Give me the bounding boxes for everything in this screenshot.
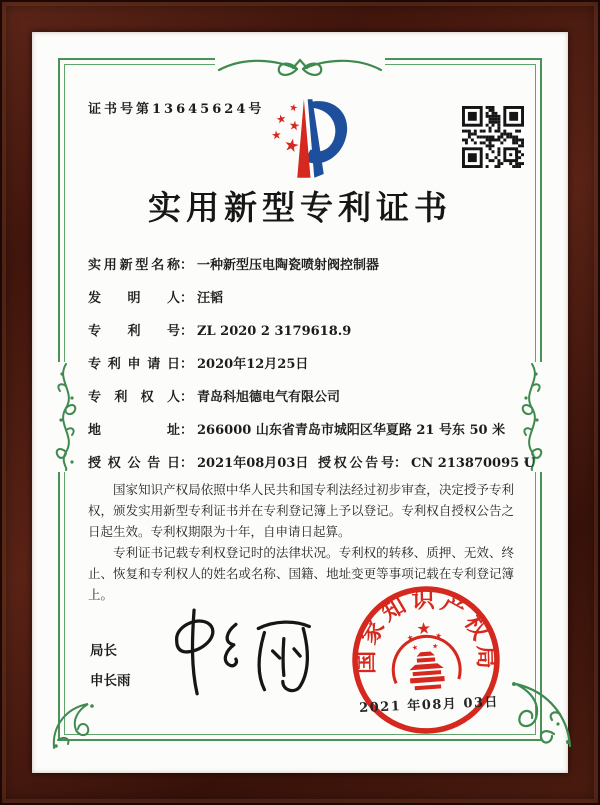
field-label: 专利号 xyxy=(88,324,180,339)
certificate-number: 证书号第13645624号 xyxy=(88,102,265,117)
field-colon: ： xyxy=(394,456,408,471)
field-colon: ： xyxy=(180,291,194,306)
field-label: 实用新型名称 xyxy=(88,258,180,273)
national-ipa-red-seal xyxy=(345,579,507,741)
issue-date-stamp: 2021 年08月 03日 xyxy=(358,694,500,717)
field-label: 专利申请日 xyxy=(88,357,180,372)
field-row-filing-date xyxy=(88,353,518,373)
field-colon: ： xyxy=(180,258,194,273)
officer-title: 局长 xyxy=(90,643,117,659)
qr-code xyxy=(462,106,524,168)
field-row-patent-number xyxy=(88,320,518,340)
field-pair-grant-number xyxy=(318,452,535,471)
field-value: ZL 2020 2 3179618.9 xyxy=(197,324,352,339)
field-row-utility-model-name xyxy=(88,254,518,274)
top-flourish-ornament xyxy=(215,52,385,82)
field-value: CN 213870095 U xyxy=(411,456,536,471)
field-value: 2021年08月03日 xyxy=(197,456,309,471)
officer-block xyxy=(90,636,131,696)
seal-text: 国家知识产权局 xyxy=(352,586,500,675)
logo-red-wedge xyxy=(297,99,310,177)
certificate-title: 实用新型专利证书 xyxy=(148,188,452,227)
field-value: 汪韬 xyxy=(197,291,224,306)
field-label: 地址 xyxy=(88,423,180,438)
field-label: 发明人 xyxy=(88,291,180,306)
legal-paragraph-1: 国家知识产权局依照中华人民共和国专利法经过初步审查，决定授予专利权，颁发实用新型专利证书并在专利登记簿上予以登记。专利权自授权公告之日起生效。专利权期限为十年，自申请日起算。 xyxy=(88,482,514,539)
field-value: 266000 山东省青岛市城阳区华夏路 21 号东 50 米 xyxy=(197,423,506,438)
field-colon: ： xyxy=(180,357,194,372)
field-label: 专利权人 xyxy=(88,390,180,405)
logo-stars xyxy=(271,103,300,152)
field-row-patentee xyxy=(88,386,518,406)
officer-name: 申长雨 xyxy=(90,673,131,689)
field-value: 一种新型压电陶瓷喷射阀控制器 xyxy=(197,258,380,273)
director-signature xyxy=(158,604,326,706)
seal-national-emblem xyxy=(390,620,461,692)
field-row-grant xyxy=(88,452,536,472)
bottom-right-flourish xyxy=(496,676,574,750)
field-colon: ： xyxy=(180,324,194,339)
certificate-page xyxy=(32,32,568,773)
logo-p-stem xyxy=(308,99,324,177)
field-colon: ： xyxy=(180,456,194,471)
field-label: 授权公告日 xyxy=(88,456,180,471)
cnipa-patent-logo-icon xyxy=(250,94,354,184)
field-rows xyxy=(88,254,536,485)
legal-paragraph-2: 专利证书记载专利权登记时的法律状况。专利权的转移、质押、无效、终止、恢复和专利权人的姓名或名称、国籍、地址变更等事项记载在专利登记簿上。 xyxy=(88,545,514,602)
field-colon: ： xyxy=(180,423,194,438)
bottom-left-flourish xyxy=(48,696,100,752)
field-row-inventor xyxy=(88,287,518,307)
left-vine-ornament xyxy=(52,362,80,472)
field-label: 授权公告号 xyxy=(318,456,394,471)
field-colon: ： xyxy=(180,390,194,405)
field-value: 2020年12月25日 xyxy=(197,357,309,372)
field-row-address xyxy=(88,419,518,439)
field-value: 青岛科旭德电气有限公司 xyxy=(197,390,341,405)
